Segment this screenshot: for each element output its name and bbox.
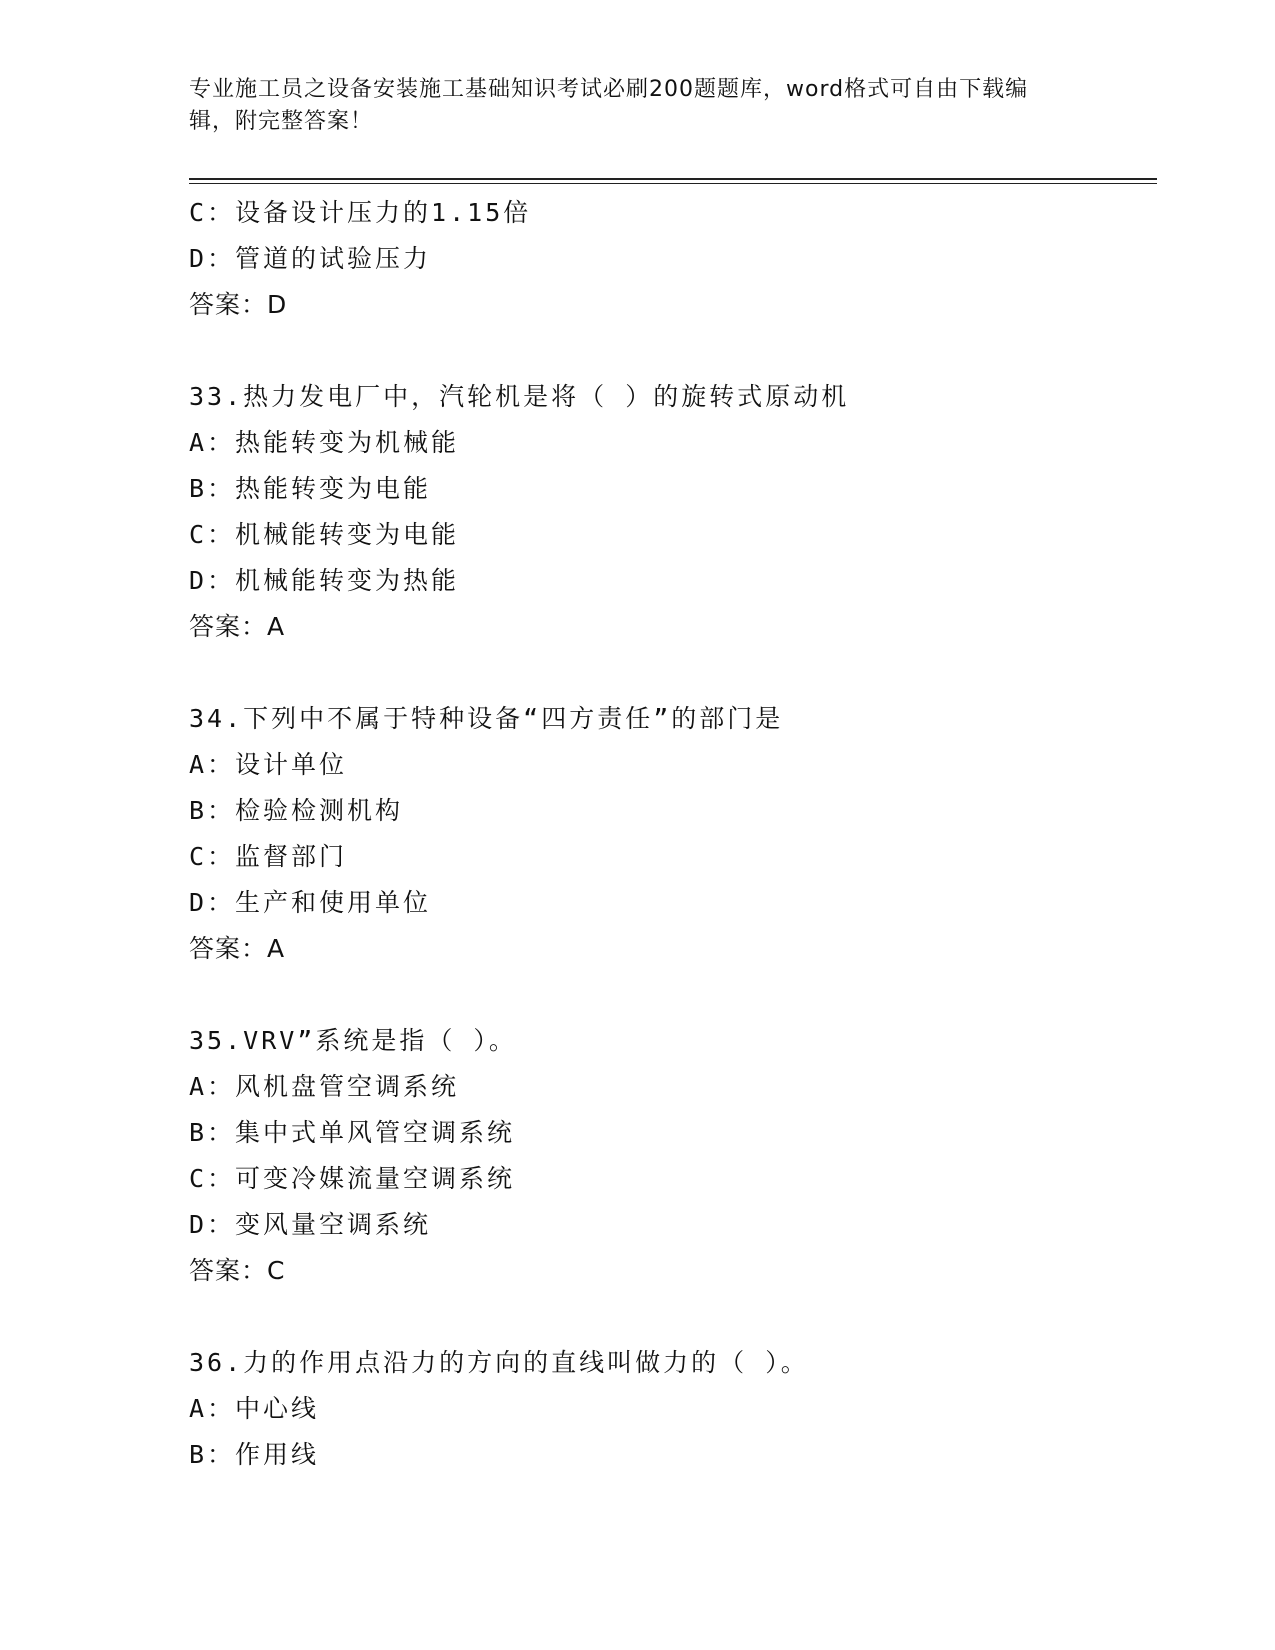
option-c: C：设备设计压力的1.15倍	[189, 198, 532, 227]
question-stem: 34.下列中不属于特种设备“四方责任”的部门是	[189, 704, 784, 733]
option-a: A：设计单位	[189, 750, 348, 779]
option-b: B：检验检测机构	[189, 796, 404, 825]
option-b: B：集中式单风管空调系统	[189, 1118, 516, 1147]
document-title: 专业施工员之设备安装施工基础知识考试必刷200题题库，word格式可自由下载编辑，附完整答案！	[189, 77, 1029, 134]
spacer	[189, 328, 1149, 374]
option-c: C：监督部门	[189, 842, 348, 871]
option-d: D：机械能转变为热能	[189, 566, 460, 595]
header-divider-thin	[189, 183, 1157, 184]
spacer	[189, 972, 1149, 1018]
option-d: D：变风量空调系统	[189, 1210, 432, 1239]
option-a: A：热能转变为机械能	[189, 428, 460, 457]
option-a: A：中心线	[189, 1394, 320, 1423]
answer-line: 答案：C	[189, 1256, 286, 1285]
question-stem: 33.热力发电厂中，汽轮机是将（ ）的旋转式原动机	[189, 382, 850, 411]
header-divider-thick	[189, 178, 1157, 180]
answer-line: 答案：A	[189, 612, 286, 641]
question-stem: 36.力的作用点沿力的方向的直线叫做力的（ ）。	[189, 1348, 809, 1377]
option-b: B：作用线	[189, 1440, 320, 1469]
question-list	[189, 190, 1149, 1478]
answer-line: 答案：D	[189, 290, 288, 319]
option-c: C：机械能转变为电能	[189, 520, 460, 549]
option-b: B：热能转变为电能	[189, 474, 432, 503]
option-a: A：风机盘管空调系统	[189, 1072, 460, 1101]
answer-line: 答案：A	[189, 934, 286, 963]
question-stem: 35.VRV”系统是指（ ）。	[189, 1026, 517, 1055]
option-c: C：可变冷媒流量空调系统	[189, 1164, 516, 1193]
option-d: D：生产和使用单位	[189, 888, 432, 917]
option-d: D：管道的试验压力	[189, 244, 432, 273]
spacer	[189, 650, 1149, 696]
spacer	[189, 1294, 1149, 1340]
